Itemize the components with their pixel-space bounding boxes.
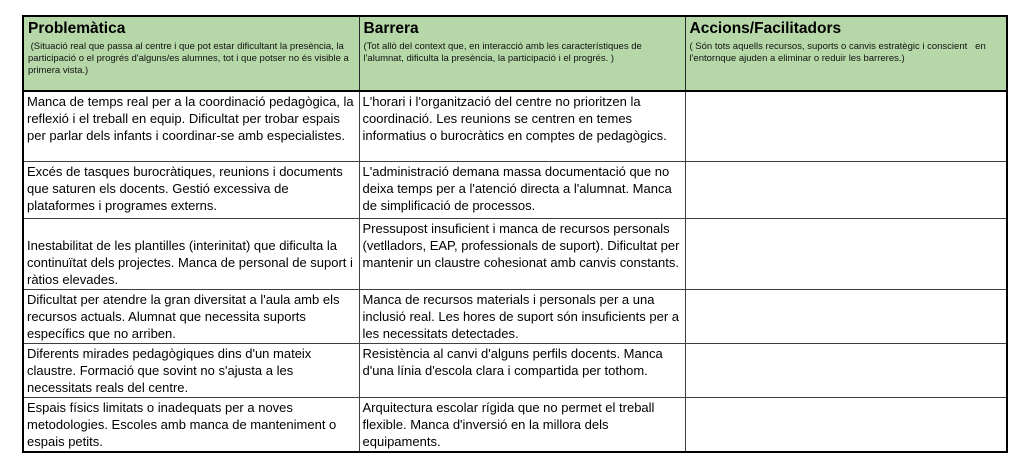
cell-accions-empty[interactable] [685, 397, 1007, 452]
cell-problematica[interactable]: Diferents mirades pedagògiques dins d'un mateix claustre. Formació que sovint no s'ajusta a les necessitats reals del centre. [23, 343, 359, 397]
cell-problematica[interactable]: Manca de temps real per a la coordinació pedagògica, la reflexió i el treball en equip. Dificultat per trobar espais per parlar dels infants i coordinar-se amb especialistes. [23, 91, 359, 161]
header-cell-problematica [23, 16, 359, 91]
cell-barrera[interactable]: Pressupost insuficient i manca de recursos personals (vetlladors, EAP, professionals de suport). Dificultat per mantenir un claustre cohesionat amb canvis constants. [359, 218, 685, 289]
cell-problematica[interactable]: Inestabilitat de les plantilles (interinitat) que dificulta la continuïtat dels projectes. Manca de personal de suport i ràtios elevades. [23, 218, 359, 289]
header-cell-accions [685, 16, 1007, 91]
column-title-accions: Accions/Facilitadors [689, 20, 842, 37]
cell-accions-empty[interactable] [685, 289, 1007, 343]
table-row [23, 289, 1007, 343]
table-row [23, 218, 1007, 289]
cell-problematica[interactable]: Espais físics limitats o inadequats per a noves metodologies. Escoles amb manca de manteniment o espais petits. [23, 397, 359, 452]
cell-accions-empty[interactable] [685, 343, 1007, 397]
table-row [23, 161, 1007, 218]
cell-barrera[interactable]: L'administració demana massa documentació que no deixa temps per a l'atenció directa a l'alumnat. Manca de simplificació de processos. [359, 161, 685, 218]
table-row [23, 397, 1007, 452]
column-subtitle-barrera: (Tot allò del context que, en interacció amb les característiques de l'alumnat, dificulta la presència, la participació i el progrés. ) [363, 41, 642, 64]
problems-barriers-actions-table [22, 15, 1008, 453]
cell-problematica[interactable]: Excés de tasques burocràtiques, reunions i documents que saturen els docents. Gestió excessiva de plataformes i programes externs. [23, 161, 359, 218]
cell-accions-empty[interactable] [685, 161, 1007, 218]
column-title-problematica: Problemàtica [28, 20, 126, 37]
column-subtitle-problematica: (Situació real que passa al centre i que pot estar dificultant la presència, la participació o el progrés d'alguns/es alumnes, tot i que potser no és visible a primera vista.) [28, 41, 349, 76]
cell-barrera[interactable]: Manca de recursos materials i personals per a una inclusió real. Les hores de suport són insuficients per a les necessitats detectades. [359, 289, 685, 343]
table-row [23, 343, 1007, 397]
cell-barrera[interactable]: L'horari i l'organització del centre no prioritzen la coordinació. Les reunions se centren en temes informatius o burocràtics en comptes de pedagògics. [359, 91, 685, 161]
cell-accions-empty[interactable] [685, 91, 1007, 161]
cell-barrera[interactable]: Resistència al canvi d'alguns perfils docents. Manca d'una línia d'escola clara i compartida per tothom. [359, 343, 685, 397]
column-subtitle-accions: ( Són tots aquells recursos, suports o canvis estratègic i conscient en l'entornque ajuden a eliminar o reduir les barreres.) [689, 41, 986, 64]
header-row [23, 16, 1007, 91]
cell-problematica[interactable]: Dificultat per atendre la gran diversitat a l'aula amb els recursos actuals. Alumnat que necessita suports específics que no arriben. [23, 289, 359, 343]
cell-barrera[interactable]: Arquitectura escolar rígida que no permet el treball flexible. Manca d'inversió en la millora dels equipaments. [359, 397, 685, 452]
table-row [23, 91, 1007, 161]
header-cell-barrera [359, 16, 685, 91]
cell-accions-empty[interactable] [685, 218, 1007, 289]
column-title-barrera: Barrera [363, 20, 419, 37]
